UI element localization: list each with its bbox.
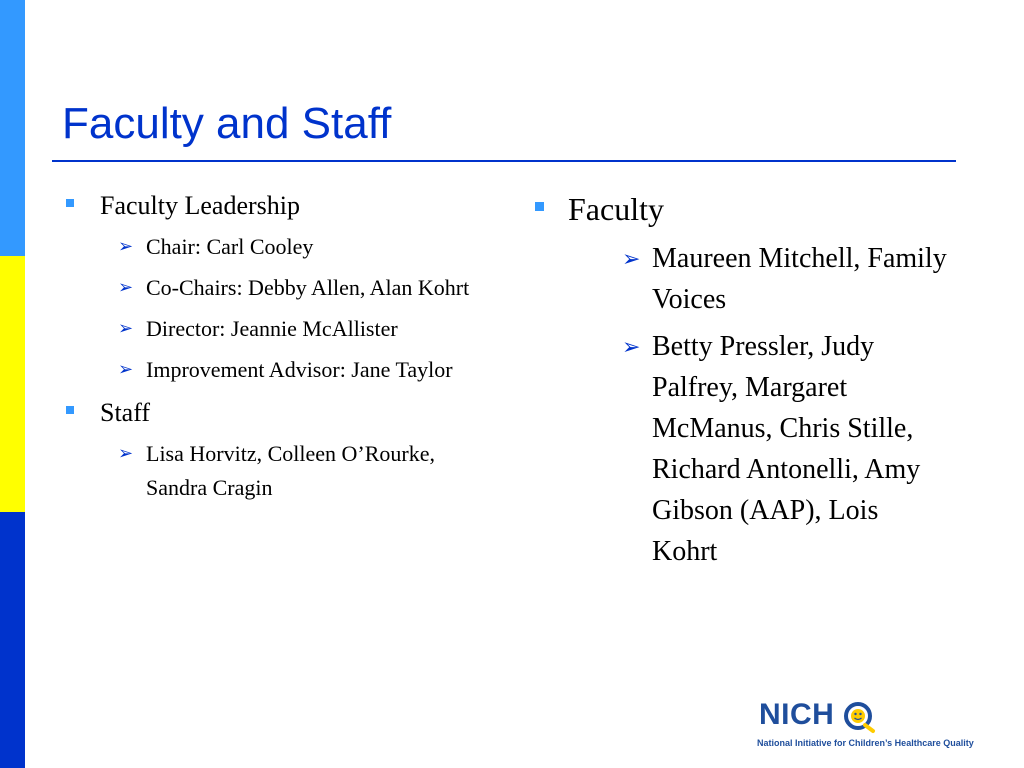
title-underline [52,160,956,162]
arrow-bullet-icon: ➢ [622,247,641,272]
sub-item-co-chairs [100,271,500,305]
bullet-heading: Staff [100,398,151,427]
side-bar-blue-segment [0,0,25,256]
sub-list [568,238,950,572]
sub-item-text: Co-Chairs: Debby Allen, Alan Kohrt [146,275,470,300]
bullet-faculty [530,188,950,572]
arrow-bullet-icon: ➢ [118,236,134,257]
side-bar-yellow-segment [0,256,25,512]
arrow-bullet-icon: ➢ [118,443,134,464]
sub-list [100,437,500,505]
bullet-staff [60,395,500,505]
square-bullet-icon [535,202,544,211]
square-bullet-icon [66,199,74,207]
logo-q-icon [843,700,877,734]
right-bullet-list [530,188,950,572]
sub-list [100,230,500,387]
slide-title: Faculty and Staff [62,99,392,148]
sub-item-text: Maureen Mitchell, Family Voices [652,243,947,315]
arrow-bullet-icon: ➢ [118,277,134,298]
sub-item-chair [100,230,500,264]
sub-item-staff-names [100,437,500,505]
sub-item-improvement-advisor [100,353,500,387]
arrow-bullet-icon: ➢ [622,335,641,360]
sub-item-director [100,312,500,346]
bullet-faculty-leadership [60,188,500,387]
sub-item-faculty-names [568,326,950,572]
sub-item-text: Lisa Horvitz, Colleen O’Rourke, Sandra Cragin [146,441,435,500]
side-bar-navy-segment [0,512,25,768]
square-bullet-icon [66,406,74,414]
sub-item-text: Director: Jeannie McAllister [146,316,398,341]
bullet-heading: Faculty Leadership [100,191,300,220]
logo-tagline: National Initiative for Children’s Healthcare Quality [757,738,974,748]
sub-item-text: Chair: Carl Cooley [146,234,314,259]
arrow-bullet-icon: ➢ [118,359,134,380]
left-bullet-list [60,188,500,505]
right-column [530,188,950,578]
left-column [60,188,500,513]
arrow-bullet-icon: ➢ [118,318,134,339]
logo-wordmark: NICH [759,698,835,731]
bullet-heading: Faculty [568,191,664,227]
side-color-bar [0,0,25,768]
sub-item-text: Improvement Advisor: Jane Taylor [146,357,453,382]
sub-item-text: Betty Pressler, Judy Palfrey, Margaret McManus, Chris Stille, Richard Antonelli, Amy Gibson (AAP), Lois Kohrt [652,331,921,567]
sub-item-maureen-mitchell [568,238,950,320]
nichq-logo [757,698,977,754]
